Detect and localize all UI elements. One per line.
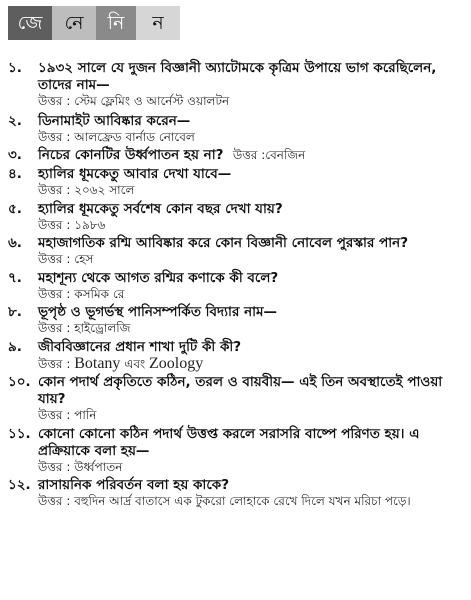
header-tab-2: নে: [52, 6, 96, 40]
question-item: [8, 166, 464, 199]
answer-text: উত্তর : স্টেম ফ্লেমিং ও আর্নেস্ট ওয়ালটন: [38, 94, 230, 108]
answer-prefix: উত্তর :: [38, 356, 75, 371]
question-item: [8, 374, 464, 424]
question-text: হ্যালির ধূমকেতু আবার দেখা যাবে—: [38, 166, 232, 182]
question-text: ১৯৩২ সালে যে দুজন বিজ্ঞানী অ্যাটোমকে কৃত্রিম উপায়ে ভাগ করেছিলেন, তাদের নাম—: [38, 60, 437, 93]
question-text: রাসায়নিক পরিবর্তন বলা হয় কাকে?: [38, 477, 230, 493]
question-item: [8, 113, 464, 146]
question-item: [8, 201, 464, 234]
question-text: ভূপৃষ্ঠ ও ভূগর্ভস্থ পানিসম্পর্কিত বিদ্যার নাম—: [38, 304, 278, 320]
header-tab-1: জে: [8, 6, 52, 40]
question-number: ৮.: [8, 304, 22, 320]
question-number: ১০.: [8, 374, 31, 390]
question-text: [38, 147, 464, 164]
header-tab-3: নি: [96, 6, 136, 40]
answer-text: উত্তর : পানি: [38, 408, 97, 422]
answer-text: উত্তর : কসমিক রে: [38, 286, 125, 301]
question-item: [8, 339, 464, 373]
answer-conjunction: এবং: [120, 356, 150, 371]
chapter-header: [8, 6, 180, 40]
question-number: ২.: [8, 112, 22, 129]
question-number: ৪.: [8, 166, 22, 182]
answer-text: উত্তর : ২০৬২ সালে: [38, 183, 135, 197]
question-text: মহাশূন্য থেকে আগত রশ্মির কণাকে কী বলে?: [38, 269, 279, 286]
answer-text: উত্তর : হেস: [38, 252, 94, 266]
question-item: [8, 477, 464, 510]
answer-text: উত্তর : ১৯৮৬: [38, 217, 106, 232]
question-item: [8, 426, 464, 476]
answer-text: উত্তর : উর্ধ্বপাতন: [38, 459, 123, 474]
question-text-inline: নিচের কোনটির উর্ধ্বপাতন হয় না?: [38, 147, 224, 163]
question-item: [8, 147, 464, 164]
question-item: [8, 235, 464, 268]
question-text: মহাজাগতিক রশ্মি আবিষ্কার করে কোন বিজ্ঞানী নোবেল পুরস্কার পান?: [38, 235, 409, 251]
answer-text: উত্তর :বেনজিন: [232, 148, 306, 162]
question-number: ৩.: [8, 147, 22, 163]
question-number: ১.: [8, 60, 22, 76]
answer-term-1: Botany: [74, 354, 121, 372]
answer-text: উত্তর : বহুদিন আর্দ্র বাতাসে এক টুকরো লোহাকে রেখে দিলে যখন মরিচা পড়ে।: [38, 494, 411, 508]
question-number: ৭.: [8, 269, 22, 286]
answer-text: উত্তর : আলফ্রেড বার্নাড নোবেল: [38, 129, 195, 144]
question-text: জীববিজ্ঞানের প্রধান শাখা দুটি কী কী?: [38, 338, 242, 355]
question-item: [8, 304, 464, 337]
question-number: ৬.: [8, 235, 22, 251]
question-number: ৫.: [8, 200, 22, 217]
answer-text: উত্তর : হাইড্রোলজি: [38, 321, 131, 335]
question-text: কোনো কোনো কঠিন পদার্থ উত্তপ্ত করলে সরাসরি বাষ্পে পরিণত হয়। এ প্রক্রিয়াকে বলা হয়—: [38, 425, 420, 459]
question-item: [8, 270, 464, 303]
answer-text: [38, 356, 464, 373]
question-number: ১১.: [8, 425, 31, 442]
question-number: ১২.: [8, 477, 31, 493]
question-text: কোন পদার্থ প্রকৃতিতে কঠিন, তরল ও বায়বীয়— এই তিন অবস্থাতেই পাওয়া যায়?: [38, 374, 443, 407]
question-text: হ্যালির ধূমকেতু সর্বশেষ কোন বছর দেখা যায়?: [38, 200, 283, 217]
question-list: [8, 60, 464, 510]
question-item: [8, 60, 464, 110]
question-text: ডিনামাইট আবিষ্কার করেন—: [38, 112, 191, 129]
question-number: ৯.: [8, 338, 22, 355]
answer-term-2: Zoology: [149, 354, 204, 372]
header-tab-4: ন: [136, 6, 180, 40]
